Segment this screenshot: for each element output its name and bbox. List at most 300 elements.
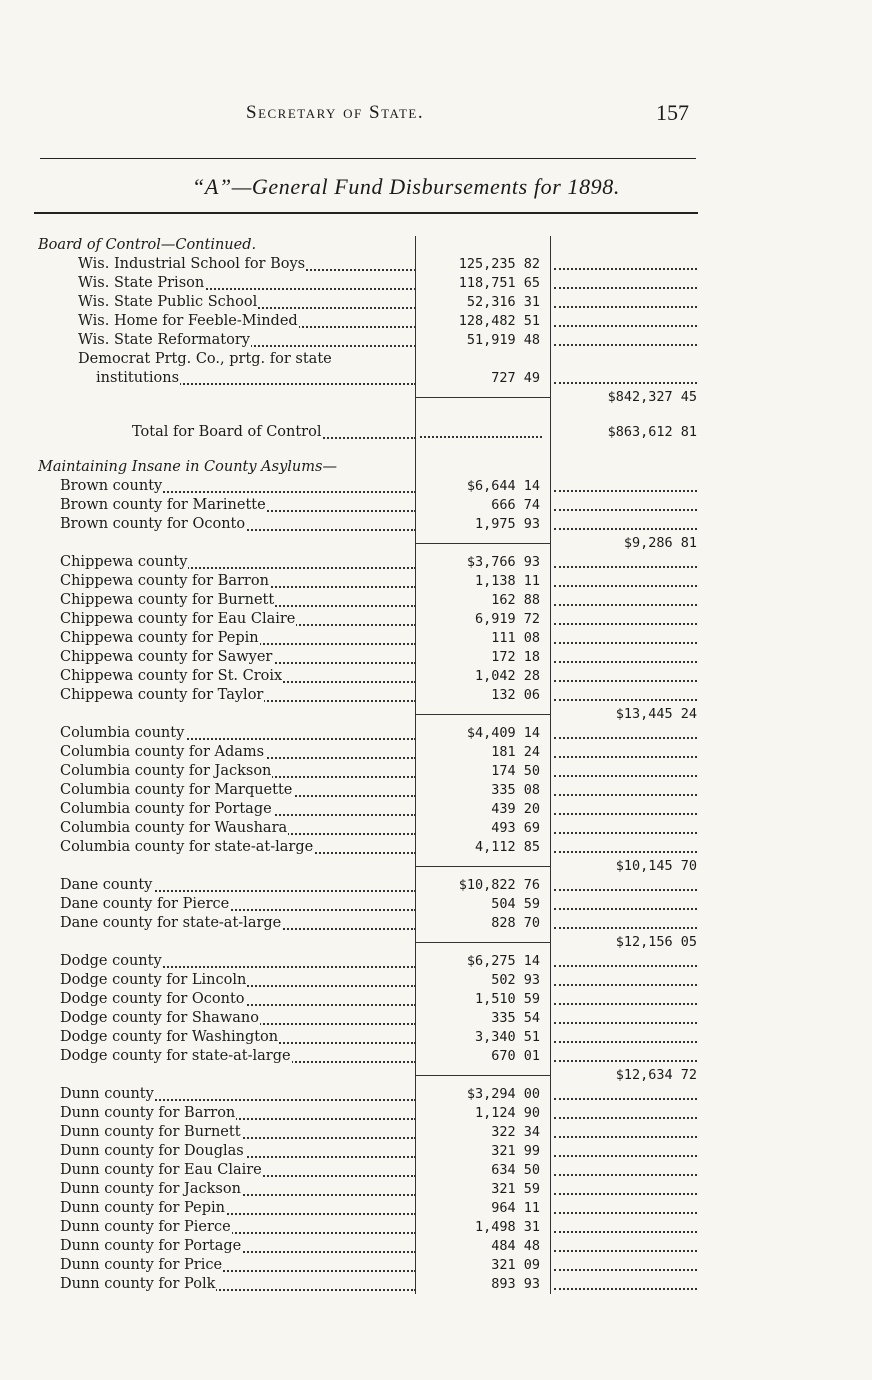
row-label bbox=[60, 1009, 416, 1028]
ledger-row bbox=[38, 312, 710, 331]
row-label-text: Wis. Industrial School for Boys bbox=[78, 256, 306, 272]
column-rule bbox=[550, 1199, 551, 1218]
column-rule bbox=[550, 350, 551, 369]
ledger-row bbox=[38, 1028, 710, 1047]
column-rule bbox=[550, 255, 551, 274]
ledger-row bbox=[38, 667, 710, 686]
item-amount: 322 34 bbox=[491, 1124, 540, 1140]
leader-dots bbox=[420, 436, 542, 438]
column-rule bbox=[550, 686, 551, 705]
row-label bbox=[60, 515, 416, 534]
row-label bbox=[60, 876, 416, 895]
ledger-row bbox=[38, 876, 710, 895]
leader-dots bbox=[554, 965, 697, 967]
leader-dots bbox=[554, 306, 697, 308]
ledger-row bbox=[38, 331, 710, 350]
ledger-row bbox=[38, 423, 710, 442]
ledger-row bbox=[38, 705, 710, 724]
ledger-row bbox=[38, 1047, 710, 1066]
row-label-text: Chippewa county for Eau Claire bbox=[60, 611, 296, 627]
row-label bbox=[60, 1275, 416, 1294]
row-label-text: Brown county for Marinette bbox=[60, 497, 266, 513]
row-label-text: Dodge county for Lincoln bbox=[60, 972, 247, 988]
row-label-text: Dunn county for Barron bbox=[60, 1105, 236, 1121]
ledger-row bbox=[38, 1066, 710, 1085]
item-amount: 1,042 28 bbox=[474, 668, 540, 684]
leader-dots bbox=[554, 1250, 697, 1252]
item-amount: 493 69 bbox=[491, 820, 540, 836]
ledger-row bbox=[38, 895, 710, 914]
item-amount: 828 70 bbox=[491, 915, 540, 931]
ledger-row bbox=[38, 572, 710, 591]
ledger-row bbox=[38, 1085, 710, 1104]
column-rule bbox=[550, 800, 551, 819]
row-label-text: Maintaining Insane in County Asylums— bbox=[38, 459, 337, 475]
ledger-row bbox=[38, 629, 710, 648]
row-label bbox=[60, 724, 416, 743]
ledger-row bbox=[38, 442, 710, 458]
subtotal-amount: $842,327 45 bbox=[607, 389, 697, 405]
row-label-text: Chippewa county for Sawyer bbox=[60, 649, 273, 665]
ledger-row bbox=[38, 388, 710, 407]
item-amount: 666 74 bbox=[491, 497, 540, 513]
ledger-row bbox=[38, 591, 710, 610]
row-label bbox=[60, 1047, 416, 1066]
row-label-text: Board of Control—Continued. bbox=[38, 237, 257, 253]
row-label-text: Dodge county bbox=[60, 953, 162, 969]
row-label bbox=[60, 572, 416, 591]
row-label bbox=[78, 331, 416, 350]
leader-dots bbox=[554, 775, 697, 777]
ledger-row bbox=[38, 236, 710, 255]
row-label-text: Columbia county for Adams bbox=[60, 744, 265, 760]
column-rule bbox=[550, 1275, 551, 1294]
column-rule bbox=[550, 971, 551, 990]
ledger-row bbox=[38, 1009, 710, 1028]
row-label-text: institutions bbox=[96, 370, 180, 386]
ledger-row bbox=[38, 1275, 710, 1294]
row-label bbox=[60, 686, 416, 705]
leader-dots bbox=[554, 585, 697, 587]
item-amount: 172 18 bbox=[491, 649, 540, 665]
leader-dots bbox=[554, 1041, 697, 1043]
row-label bbox=[60, 1199, 416, 1218]
item-amount: $4,409 14 bbox=[466, 725, 540, 741]
item-amount: 111 08 bbox=[491, 630, 540, 646]
column-rule bbox=[550, 876, 551, 895]
column-rule bbox=[550, 1028, 551, 1047]
row-label-text: Democrat Prtg. Co., prtg. for state bbox=[78, 351, 332, 367]
ledger-row bbox=[38, 293, 710, 312]
row-label-text: Brown county bbox=[60, 478, 163, 494]
row-label-text: Dane county bbox=[60, 877, 153, 893]
subtotal-rule bbox=[416, 1075, 550, 1076]
column-rule bbox=[550, 312, 551, 331]
column-rule bbox=[550, 477, 551, 496]
row-label bbox=[60, 553, 416, 572]
item-amount: 670 01 bbox=[491, 1048, 540, 1064]
column-rule bbox=[550, 781, 551, 800]
row-label bbox=[60, 781, 416, 800]
subtotal-amount: $13,445 24 bbox=[615, 706, 697, 722]
column-rule bbox=[415, 407, 416, 423]
leader-dots bbox=[554, 1155, 697, 1157]
column-rule bbox=[550, 1161, 551, 1180]
running-head: Secretary of State. bbox=[246, 102, 425, 123]
leader-dots bbox=[554, 344, 697, 346]
ledger-row bbox=[38, 1123, 710, 1142]
ledger-row bbox=[38, 819, 710, 838]
row-label-text: Dunn county for Burnett bbox=[60, 1124, 241, 1140]
item-amount: 504 59 bbox=[491, 896, 540, 912]
row-label bbox=[60, 667, 416, 686]
column-rule bbox=[550, 857, 551, 876]
column-rule bbox=[550, 895, 551, 914]
item-amount: 4,112 85 bbox=[474, 839, 540, 855]
row-label bbox=[60, 1104, 416, 1123]
column-rule bbox=[550, 534, 551, 553]
subtotal-rule bbox=[416, 942, 550, 943]
row-label-text: Dunn county for Polk bbox=[60, 1276, 216, 1292]
leader-dots bbox=[554, 1003, 697, 1005]
item-amount: 321 59 bbox=[491, 1181, 540, 1197]
column-rule bbox=[550, 553, 551, 572]
leader-dots bbox=[554, 1212, 697, 1214]
column-rule bbox=[415, 442, 416, 458]
ledger-row bbox=[38, 350, 710, 369]
leader-dots bbox=[554, 382, 697, 384]
item-amount: 162 88 bbox=[491, 592, 540, 608]
column-rule bbox=[550, 407, 551, 423]
column-rule bbox=[550, 515, 551, 534]
column-rule bbox=[550, 369, 551, 388]
row-label-text: Dunn county for Jackson bbox=[60, 1181, 241, 1197]
leader-dots bbox=[554, 1117, 697, 1119]
ledger-row bbox=[38, 648, 710, 667]
row-label-text: Wis. State Public School bbox=[78, 294, 258, 310]
row-label bbox=[60, 1142, 416, 1161]
column-rule bbox=[550, 572, 551, 591]
row-label bbox=[60, 800, 416, 819]
leader-dots bbox=[554, 908, 697, 910]
ledger-row bbox=[38, 1161, 710, 1180]
item-amount: 1,124 90 bbox=[474, 1105, 540, 1121]
row-label-text: Wis. Home for Feeble-Minded bbox=[78, 313, 298, 329]
column-rule bbox=[550, 667, 551, 686]
row-label-text: Dodge county for state-at-large bbox=[60, 1048, 291, 1064]
row-label bbox=[60, 895, 416, 914]
row-label-text: Dunn county for Price bbox=[60, 1257, 223, 1273]
leader-dots bbox=[554, 851, 697, 853]
item-amount: $3,766 93 bbox=[466, 554, 540, 570]
row-label bbox=[60, 990, 416, 1009]
column-rule bbox=[550, 388, 551, 407]
leader-dots bbox=[554, 699, 697, 701]
row-label-text: Brown county for Oconto bbox=[60, 516, 246, 532]
ledger-row bbox=[38, 1256, 710, 1275]
row-label-text: Columbia county for Marquette bbox=[60, 782, 293, 798]
column-rule bbox=[550, 236, 551, 255]
item-amount: 321 99 bbox=[491, 1143, 540, 1159]
ledger-row bbox=[38, 971, 710, 990]
leader-dots bbox=[554, 1231, 697, 1233]
leader-dots bbox=[554, 661, 697, 663]
row-label bbox=[60, 819, 416, 838]
header-rule bbox=[40, 158, 696, 159]
item-amount: 1,498 31 bbox=[474, 1219, 540, 1235]
column-rule bbox=[550, 648, 551, 667]
leader-dots bbox=[554, 813, 697, 815]
row-label-text: Dane county for Pierce bbox=[60, 896, 230, 912]
row-label bbox=[78, 350, 416, 369]
row-label bbox=[60, 610, 416, 629]
column-rule bbox=[550, 914, 551, 933]
ledger-row bbox=[38, 724, 710, 743]
item-amount: 964 11 bbox=[491, 1200, 540, 1216]
column-rule bbox=[550, 1142, 551, 1161]
item-amount: 335 08 bbox=[491, 782, 540, 798]
subtotal-rule bbox=[416, 543, 550, 544]
ledger-row bbox=[38, 1104, 710, 1123]
subtotal-amount: $12,634 72 bbox=[615, 1067, 697, 1083]
item-amount: 52,316 31 bbox=[466, 294, 540, 310]
row-label bbox=[60, 1161, 416, 1180]
item-amount: $10,822 76 bbox=[458, 877, 540, 893]
ledger-row bbox=[38, 857, 710, 876]
column-rule bbox=[550, 933, 551, 952]
leader-dots bbox=[554, 1060, 697, 1062]
item-amount: 3,340 51 bbox=[474, 1029, 540, 1045]
ledger-row bbox=[38, 1199, 710, 1218]
row-label bbox=[60, 971, 416, 990]
column-rule bbox=[550, 990, 551, 1009]
item-amount: 118,751 65 bbox=[458, 275, 540, 291]
leader-dots bbox=[554, 794, 697, 796]
row-label-text: Columbia county for Waushara bbox=[60, 820, 288, 836]
column-rule bbox=[550, 591, 551, 610]
row-label bbox=[78, 274, 416, 293]
ledger-row bbox=[38, 553, 710, 572]
row-label bbox=[60, 1085, 416, 1104]
section-heading bbox=[38, 458, 416, 477]
leader-dots bbox=[554, 528, 697, 530]
leader-dots bbox=[554, 623, 697, 625]
item-amount: $6,275 14 bbox=[466, 953, 540, 969]
subtotal-rule bbox=[416, 714, 550, 715]
leader-dots bbox=[554, 832, 697, 834]
row-label bbox=[60, 591, 416, 610]
leader-dots bbox=[554, 1174, 697, 1176]
leader-dots bbox=[554, 1288, 697, 1290]
row-label bbox=[96, 369, 416, 388]
leader-dots bbox=[554, 680, 697, 682]
item-amount: 1,975 93 bbox=[474, 516, 540, 532]
disbursements-ledger bbox=[38, 236, 710, 1294]
ledger-row bbox=[38, 255, 710, 274]
item-amount: 1,510 59 bbox=[474, 991, 540, 1007]
column-rule bbox=[550, 1066, 551, 1085]
leader-dots bbox=[554, 642, 697, 644]
column-rule bbox=[550, 610, 551, 629]
row-label bbox=[60, 914, 416, 933]
page-number: 157 bbox=[656, 100, 689, 125]
row-label-text: Dunn county bbox=[60, 1086, 154, 1102]
row-label-text: Chippewa county for Pepin bbox=[60, 630, 259, 646]
row-label-text: Columbia county for Jackson bbox=[60, 763, 272, 779]
ledger-row bbox=[38, 781, 710, 800]
item-amount: 321 09 bbox=[491, 1257, 540, 1273]
row-label-text: Chippewa county for St. Croix bbox=[60, 668, 283, 684]
leader-dots bbox=[554, 1098, 697, 1100]
subtotal-amount: $10,145 70 bbox=[615, 858, 697, 874]
item-amount: 6,919 72 bbox=[474, 611, 540, 627]
row-label bbox=[78, 293, 416, 312]
column-rule bbox=[550, 724, 551, 743]
column-rule bbox=[550, 629, 551, 648]
row-label bbox=[60, 629, 416, 648]
leader-dots bbox=[554, 490, 697, 492]
row-label bbox=[60, 838, 416, 857]
ledger-row bbox=[38, 914, 710, 933]
ledger-row bbox=[38, 274, 710, 293]
column-rule bbox=[550, 423, 551, 442]
column-rule bbox=[550, 293, 551, 312]
row-label-text: Wis. State Prison bbox=[78, 275, 205, 291]
row-label bbox=[60, 496, 416, 515]
ledger-row bbox=[38, 762, 710, 781]
leader-dots bbox=[554, 1136, 697, 1138]
item-amount: 634 50 bbox=[491, 1162, 540, 1178]
ledger-row bbox=[38, 534, 710, 553]
row-label-text: Chippewa county for Taylor bbox=[60, 687, 264, 703]
ledger-row bbox=[38, 1218, 710, 1237]
ledger-row bbox=[38, 800, 710, 819]
item-amount: 181 24 bbox=[491, 744, 540, 760]
subtotal-amount: $12,156 05 bbox=[615, 934, 697, 950]
leader-dots bbox=[554, 1193, 697, 1195]
ledger-row bbox=[38, 743, 710, 762]
leader-dots bbox=[554, 268, 697, 270]
row-label-text: Columbia county bbox=[60, 725, 185, 741]
row-label-text: Dodge county for Washington bbox=[60, 1029, 279, 1045]
column-rule bbox=[550, 1237, 551, 1256]
leader-dots bbox=[554, 927, 697, 929]
page-header bbox=[0, 100, 872, 134]
row-label-text: Dunn county for Pepin bbox=[60, 1200, 225, 1216]
row-label bbox=[60, 743, 416, 762]
item-amount: 484 48 bbox=[491, 1238, 540, 1254]
subtotal-amount: $9,286 81 bbox=[623, 535, 697, 551]
row-label bbox=[132, 423, 416, 442]
ledger-row bbox=[38, 458, 710, 477]
column-rule bbox=[550, 1218, 551, 1237]
row-label bbox=[78, 255, 416, 274]
item-amount: 335 54 bbox=[491, 1010, 540, 1026]
ledger-row bbox=[38, 477, 710, 496]
section-heading bbox=[38, 236, 416, 255]
row-label bbox=[60, 952, 416, 971]
column-rule bbox=[550, 274, 551, 293]
item-amount: $6,644 14 bbox=[466, 478, 540, 494]
leader-dots bbox=[554, 737, 697, 739]
row-label-text: Dodge county for Oconto bbox=[60, 991, 245, 1007]
item-amount: 893 93 bbox=[491, 1276, 540, 1292]
leader-dots bbox=[554, 889, 697, 891]
item-amount: $3,294 00 bbox=[466, 1086, 540, 1102]
column-rule bbox=[550, 1180, 551, 1199]
column-rule bbox=[550, 1047, 551, 1066]
subtotal-rule bbox=[416, 397, 550, 398]
row-label bbox=[60, 1218, 416, 1237]
leader-dots bbox=[554, 756, 697, 758]
row-label-text: Dunn county for Eau Claire bbox=[60, 1162, 262, 1178]
column-rule bbox=[550, 819, 551, 838]
row-label-text: Chippewa county bbox=[60, 554, 188, 570]
grand-total-amount: $863,612 81 bbox=[607, 424, 697, 440]
column-rule bbox=[550, 1104, 551, 1123]
leader-dots bbox=[554, 325, 697, 327]
row-label-text: Dodge county for Shawano bbox=[60, 1010, 259, 1026]
row-label bbox=[60, 1180, 416, 1199]
row-label bbox=[60, 1237, 416, 1256]
row-label-text: Total for Board of Control bbox=[132, 424, 322, 440]
column-rule bbox=[550, 331, 551, 350]
item-amount: 125,235 82 bbox=[458, 256, 540, 272]
row-label bbox=[60, 1123, 416, 1142]
ledger-row bbox=[38, 407, 710, 423]
ledger-row bbox=[38, 990, 710, 1009]
column-rule bbox=[550, 1123, 551, 1142]
ledger-row bbox=[38, 1180, 710, 1199]
column-rule bbox=[550, 705, 551, 724]
ledger-row bbox=[38, 369, 710, 388]
ledger-row bbox=[38, 686, 710, 705]
column-rule bbox=[550, 1009, 551, 1028]
leader-dots bbox=[554, 604, 697, 606]
ledger-row bbox=[38, 1142, 710, 1161]
row-label bbox=[60, 648, 416, 667]
column-rule bbox=[550, 838, 551, 857]
item-amount: 439 20 bbox=[491, 801, 540, 817]
leader-dots bbox=[554, 566, 697, 568]
row-label-text: Columbia county for Portage bbox=[60, 801, 272, 817]
row-label-text: Chippewa county for Barron bbox=[60, 573, 269, 589]
leader-dots bbox=[554, 287, 697, 289]
column-rule bbox=[550, 743, 551, 762]
column-rule bbox=[550, 442, 551, 458]
item-amount: 128,482 51 bbox=[458, 313, 540, 329]
subtotal-rule bbox=[416, 866, 550, 867]
item-amount: 174 50 bbox=[491, 763, 540, 779]
ledger-row bbox=[38, 515, 710, 534]
row-label-text: Dunn county for Pierce bbox=[60, 1219, 231, 1235]
row-label bbox=[60, 1256, 416, 1275]
table-title: “A”—General Fund Disbursements for 1898. bbox=[192, 174, 620, 199]
ledger-row bbox=[38, 1237, 710, 1256]
column-rule bbox=[550, 1085, 551, 1104]
item-amount: 51,919 48 bbox=[466, 332, 540, 348]
ledger-row bbox=[38, 952, 710, 971]
row-label bbox=[60, 477, 416, 496]
item-amount: 132 06 bbox=[491, 687, 540, 703]
row-label bbox=[60, 1028, 416, 1047]
ledger-row bbox=[38, 933, 710, 952]
row-label-text: Chippewa county for Burnett bbox=[60, 592, 275, 608]
ledger-row bbox=[38, 496, 710, 515]
row-label-text: Dane county for state-at-large bbox=[60, 915, 282, 931]
item-amount: 727 49 bbox=[491, 370, 540, 386]
column-rule bbox=[550, 458, 551, 477]
